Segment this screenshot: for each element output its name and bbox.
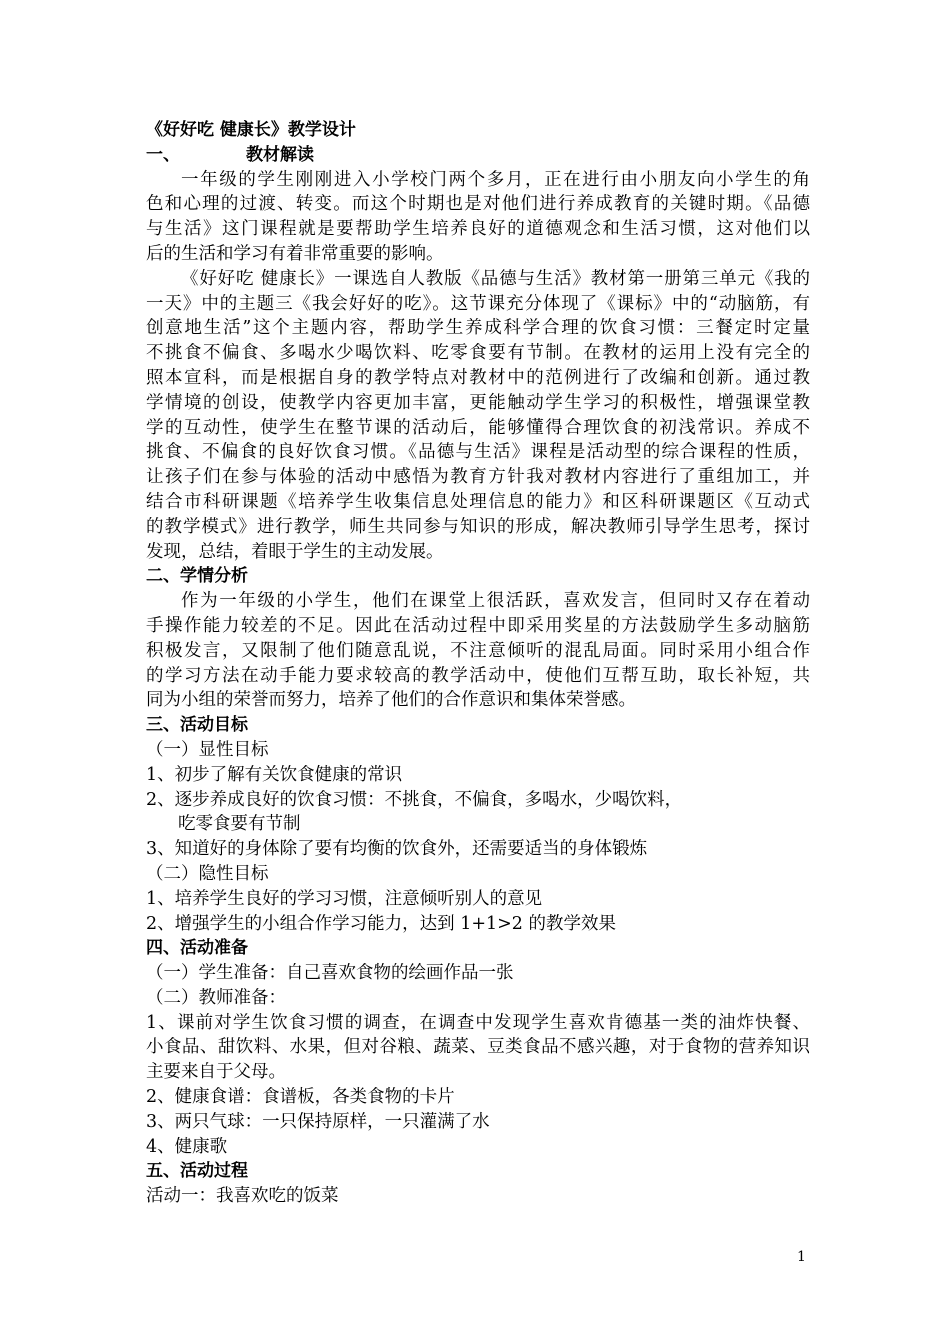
goal-item: 1、培养学生良好的学习习惯，注意倾听别人的意见 — [146, 888, 543, 909]
goal-group-title: （一）显性目标 — [146, 739, 269, 760]
section-4-heading: 四、活动准备 — [146, 938, 248, 959]
paragraph-line: 一天》中的主题三《我会好好的吃》。这节课充分体现了《课标》中的“动脑筋，有 — [146, 293, 810, 314]
prep-item: 3、两只气球：一只保持原样，一只灌满了水 — [146, 1111, 490, 1132]
paragraph-line: 照本宣科，而是根据自身的教学特点对教材中的范例进行了改编和创新。通过教 — [146, 367, 810, 388]
goal-item: 2、逐步养成良好的饮食习惯：不挑食，不偏食，多喝水，少喝饮料， — [146, 789, 683, 810]
paragraph-line: 结合市科研课题《培养学生收集信息处理信息的能力》和区科研课题区《互动式 — [146, 491, 810, 512]
goal-item: 2、增强学生的小组合作学习能力，达到 1+1>2 的教学效果 — [146, 913, 616, 934]
paragraph-line: 的教学模式》进行教学，师生共同参与知识的形成，解决教师引导学生思考，探讨 — [146, 516, 810, 537]
prep-item: 4、健康歌 — [146, 1136, 228, 1157]
prep-item: （二）教师准备： — [146, 987, 286, 1008]
paragraph-line: 学的互动性，使学生在整节课的活动后，能够懂得合理饮食的初浅常识。养成不 — [146, 417, 810, 438]
paragraph-line: 一年级的学生刚刚进入小学校门两个多月，正在进行由小朋友向小学生的角 — [181, 169, 810, 190]
activity-item: 活动一：我喜欢吃的饭菜 — [146, 1186, 339, 1207]
paragraph-line: 挑食、不偏食的良好饮食习惯。《品德与生活》课程是活动型的综合课程的性质， — [146, 442, 810, 463]
section-5-heading: 五、活动过程 — [146, 1161, 248, 1182]
prep-item: 2、健康食谱：食谱板，各类食物的卡片 — [146, 1087, 455, 1108]
paragraph-line: 《好好吃 健康长》一课选自人教版《品德与生活》教材第一册第三单元《我的 — [181, 268, 810, 289]
paragraph-line: 主要来自于父母。 — [146, 1062, 286, 1083]
paragraph-line: 小食品、甜饮料、水果，但对谷粮、蔬菜、豆类食品不感兴趣，对于食物的营养知识 — [146, 1037, 810, 1058]
document-page — [146, 118, 810, 1209]
paragraph-line: 与生活》这门课程就是要帮助学生培养良好的道德观念和生活习惯，这对他们以 — [146, 219, 810, 240]
paragraph-line: 积极发言，又限制了他们随意乱说，不注意倾听的混乱局面。同时采用小组合作 — [146, 640, 810, 661]
paragraph-line: 后的生活和学习有着非常重要的影响。 — [146, 243, 444, 264]
paragraph-line: 手操作能力较差的不足。因此在活动过程中即采用奖星的方法鼓励学生多动脑筋 — [146, 615, 810, 636]
section-3-heading: 三、活动目标 — [146, 715, 248, 736]
paragraph-line: 让孩子们在参与体验的活动中感悟为教育方针我对教材内容进行了重组加工，并 — [146, 467, 810, 488]
section-1-heading: 一、 教材解读 — [146, 144, 314, 165]
page-number: 1 — [797, 1249, 806, 1265]
paragraph-line: 创意地生活”这个主题内容，帮助学生养成科学合理的饮食习惯：三餐定时定量 — [146, 318, 810, 339]
paragraph-line: 1、课前对学生饮食习惯的调查，在调查中发现学生喜欢肯德基一类的油炸快餐、 — [146, 1012, 810, 1033]
prep-item: （一）学生准备：自己喜欢食物的绘画作品一张 — [146, 963, 514, 984]
paragraph-line: 的学习方法在动手能力要求较高的教学活动中，使他们互帮互助，取长补短，共 — [146, 665, 810, 686]
goal-group-title: （二）隐性目标 — [146, 863, 269, 884]
paragraph-line: 同为小组的荣誉而努力，培养了他们的合作意识和集体荣誉感。 — [146, 690, 636, 711]
goal-item: 3、知道好的身体除了要有均衡的饮食外，还需要适当的身体锻炼 — [146, 839, 648, 860]
paragraph-line: 不挑食不偏食、多喝水少喝饮料、吃零食要有节制。在教材的运用上没有完全的 — [146, 343, 810, 364]
goal-item: 1、初步了解有关饮食健康的常识 — [146, 764, 403, 785]
goal-item-continued: 吃零食要有节制 — [178, 814, 301, 835]
paragraph-line: 作为一年级的小学生，他们在课堂上很活跃，喜欢发言，但同时又存在着动 — [181, 591, 810, 612]
paragraph-line: 发现，总结，着眼于学生的主动发展。 — [146, 541, 444, 562]
document-title: 《好好吃 健康长》教学设计 — [146, 120, 356, 140]
paragraph-line: 学情境的创设，使教学内容更加丰富，更能触动学生学习的积极性，增强课堂教 — [146, 392, 810, 413]
section-2-heading: 二、学情分析 — [146, 566, 248, 587]
paragraph-line: 色和心理的过渡、转变。而这个时期也是对他们进行养成教育的关键时期。《品德 — [146, 194, 810, 215]
